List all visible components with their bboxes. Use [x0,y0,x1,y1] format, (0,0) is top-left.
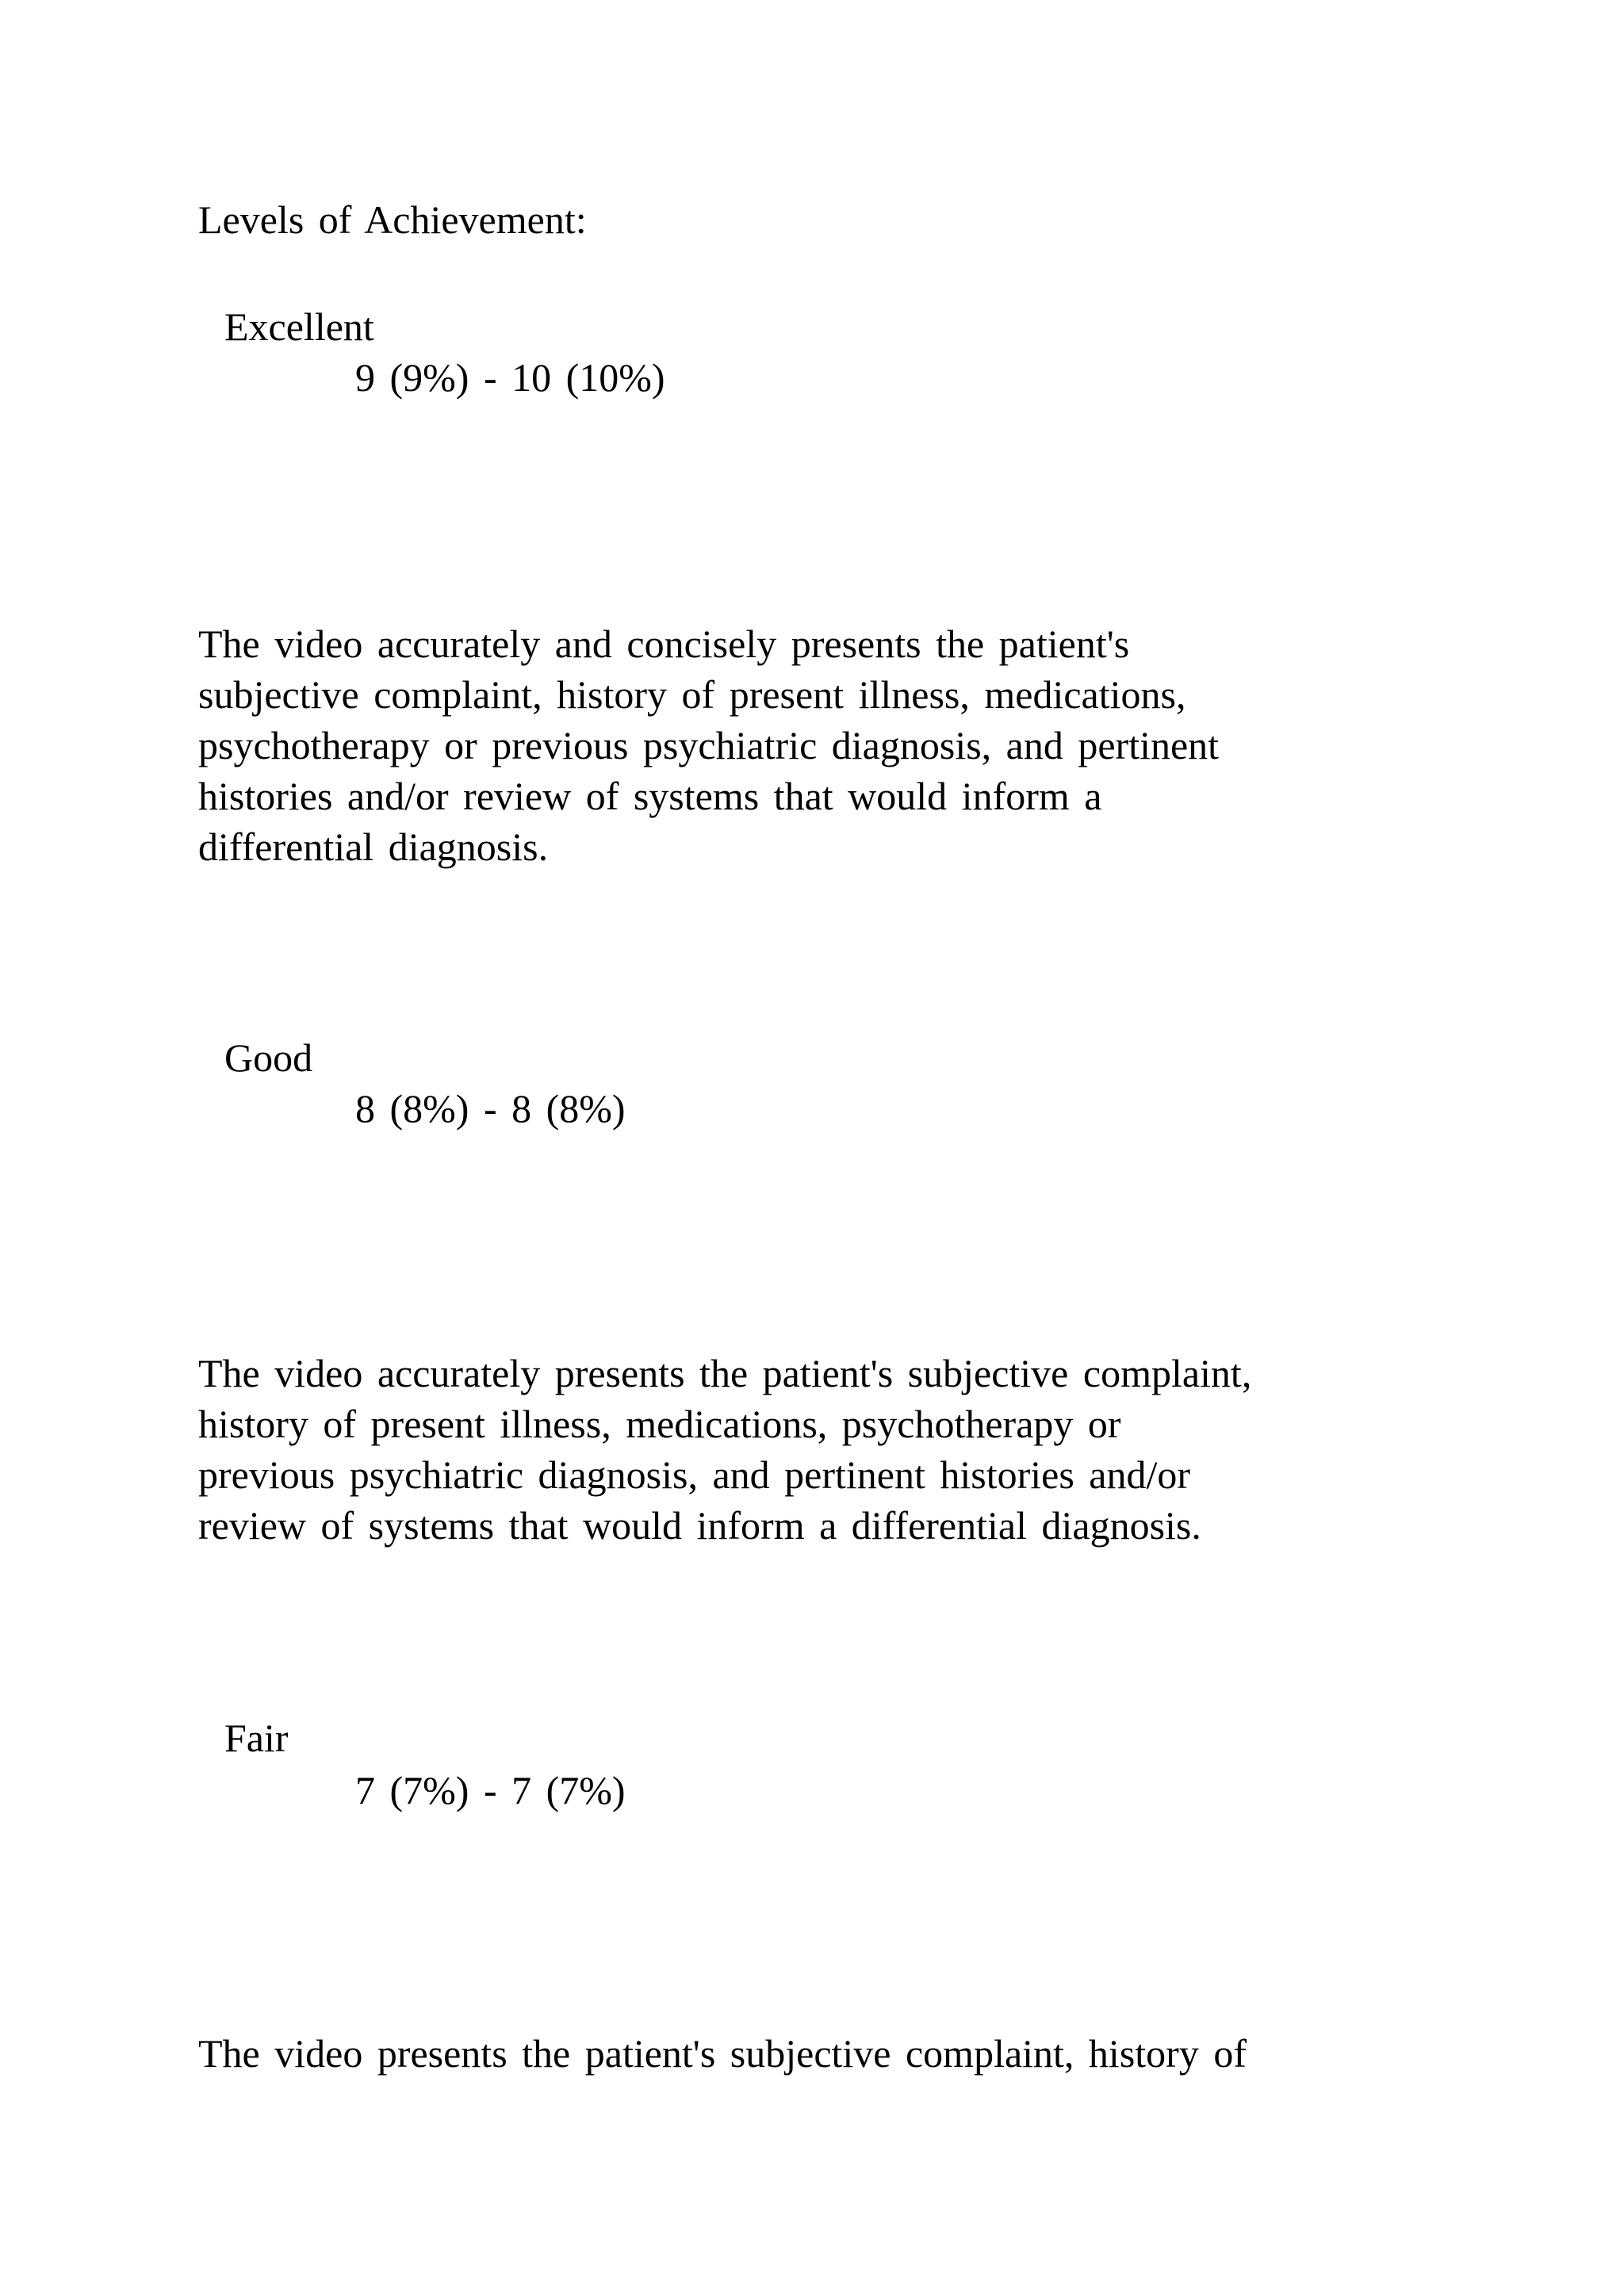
description-line: differential diagnosis. [198,825,549,869]
description-line: review of systems that would inform a differential diagnosis. [198,1503,1201,1548]
description-line: subjective complaint, history of present illness, medications, [198,672,1186,717]
description-line: The video accurately and concisely presents the patient's [198,622,1130,666]
level-description-good [198,1348,1435,1551]
description-line: previous psychiatric diagnosis, and pertinent histories and/or [198,1452,1191,1497]
level-description-fair [198,2028,1435,2079]
level-name-excellent: Excellent [224,304,374,349]
level-range-excellent: 9 (9%) - 10 (10%) [355,355,665,400]
level-name-good: Good [224,1035,313,1080]
level-name-fair: Fair [224,1716,289,1760]
description-line: psychotherapy or previous psychiatric diagnosis, and pertinent [198,723,1220,767]
description-line: The video accurately presents the patient's subjective complaint, [198,1351,1252,1395]
level-range-fair: 7 (7%) - 7 (7%) [355,1768,626,1812]
level-range-good: 8 (8%) - 8 (8%) [355,1086,626,1131]
level-description-excellent [198,618,1435,872]
page-heading: Levels of Achievement: [198,197,587,242]
description-line: history of present illness, medications, psychotherapy or [198,1402,1121,1446]
description-line: histories and/or review of systems that would inform a [198,774,1102,818]
description-line: The video presents the patient's subjective complaint, history of [198,2031,1247,2076]
